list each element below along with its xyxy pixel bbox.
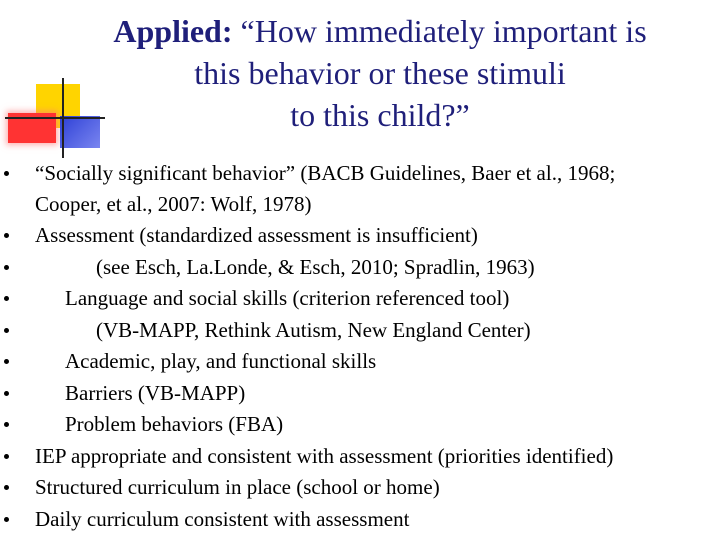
bullet-icon <box>4 265 9 270</box>
list-item: Language and social skills (criterion referenced tool) <box>0 283 720 315</box>
bullet-icon <box>4 454 9 459</box>
list-item: Structured curriculum in place (school or home) <box>0 472 720 504</box>
bullet-icon <box>4 517 9 522</box>
list-item: (see Esch, La.Londe, & Esch, 2010; Spradlin, 1963) <box>0 252 720 284</box>
bullet-icon <box>4 485 9 490</box>
title-line-2: this behavior or these stimuli <box>194 55 566 91</box>
list-item: Assessment (standardized assessment is insufficient) <box>0 220 720 252</box>
list-item: Academic, play, and functional skills <box>0 346 720 378</box>
bullet-icon <box>4 171 9 176</box>
bullet-list <box>0 158 720 535</box>
bullet-icon <box>4 422 9 427</box>
bullet-icon <box>4 391 9 396</box>
bullet-icon <box>4 328 9 333</box>
list-item: Problem behaviors (FBA) <box>0 409 720 441</box>
title-line-3: to this child?” <box>290 97 470 133</box>
title-line-1: “How immediately important is <box>232 13 647 49</box>
list-item-continuation: Cooper, et al., 2007: Wolf, 1978) <box>35 192 312 216</box>
bullet-icon <box>4 233 9 238</box>
list-item: (VB-MAPP, Rethink Autism, New England Center) <box>0 315 720 347</box>
slide-title <box>60 10 700 136</box>
list-item: Barriers (VB-MAPP) <box>0 378 720 410</box>
list-item: IEP appropriate and consistent with assessment (priorities identified) <box>0 441 720 473</box>
bullet-icon <box>4 359 9 364</box>
list-item: “Socially significant behavior” (BACB Guidelines, Baer et al., 1968; <box>0 158 720 189</box>
list-item: Daily curriculum consistent with assessment <box>0 504 720 536</box>
title-bold: Applied: <box>113 13 233 49</box>
bullet-icon <box>4 296 9 301</box>
